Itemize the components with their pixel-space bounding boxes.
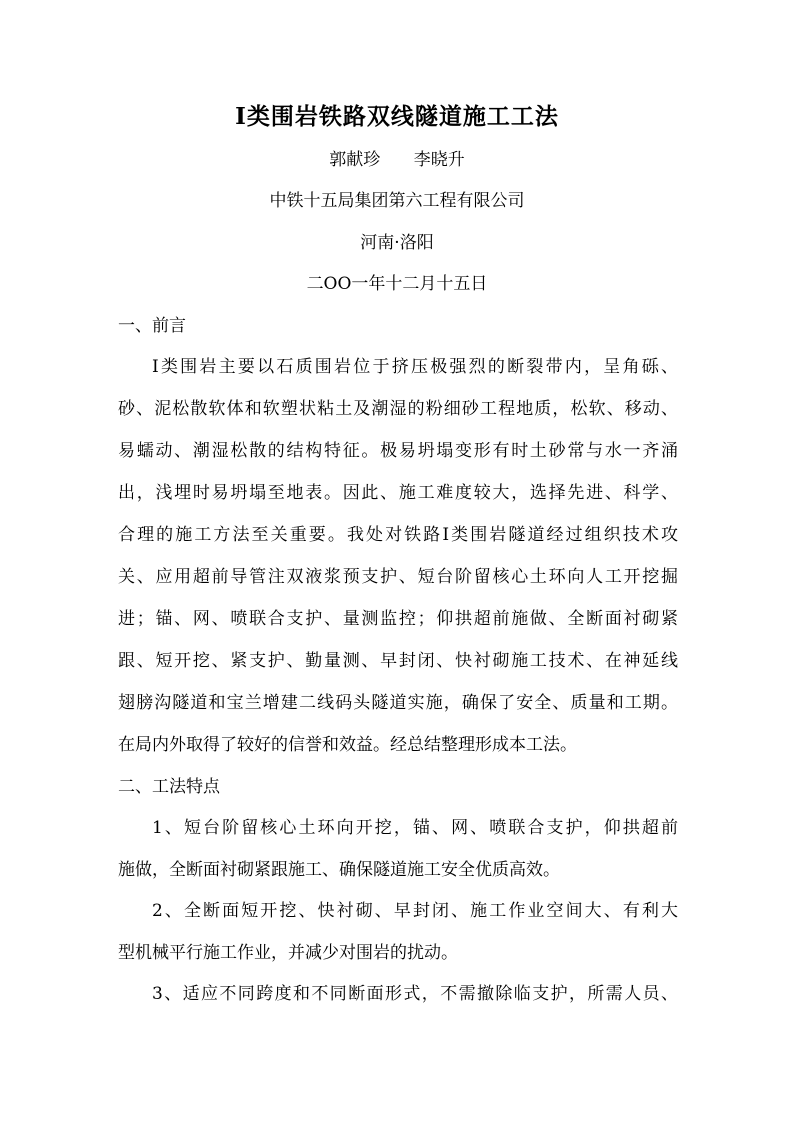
paragraph-line: 砂、泥松散软体和软塑状粘土及潮湿的粉细砂工程地质，松软、移动、 [118,399,678,419]
feature-item-1 [118,807,678,891]
paragraph-line: 翅膀沟隧道和宝兰增建二线码头隧道实施，确保了安全、质量和工期。 [118,693,678,713]
author-name: 郭献珍 [329,150,381,170]
paragraph-line: 跟、短开挖、紧支护、勤量测、早封闭、快衬砌施工技术、在神延线 [118,651,678,671]
feature-item-3 [118,973,678,1015]
authors [0,148,794,172]
paragraph-line: 易蠕动、潮湿松散的结构特征。极易坍塌变形有时土砂常与水一齐涌 [118,441,678,461]
location: 河南·洛阳 [360,233,434,253]
paragraph-line: 在局内外取得了较好的信誉和效益。经总结整理形成本工法。 [118,735,577,755]
paragraph-line: 出，浅埋时易坍塌至地表。因此、施工难度较大，选择先进、科学、 [118,483,678,503]
document-title: Ⅰ类围岩铁路双线隧道施工工法 [235,103,559,130]
paragraph-line: 进；锚、网、喷联合支护、量测监控；仰拱超前施做、全断面衬砌紧 [118,609,678,629]
paragraph-line: 施做，全断面衬砌紧跟施工、确保隧道施工安全优质高效。 [118,860,560,880]
preface-paragraph [118,346,678,766]
paragraph-line: 3、适应不同跨度和不同断面形式，不需撤除临支护，所需人员、 [152,984,678,1004]
paragraph-line: 合理的施工方法至关重要。我处对铁路Ⅰ类围岩隧道经过组织技术攻 [118,525,678,545]
organization: 中铁十五局集团第六工程有限公司 [269,191,525,211]
paragraph-line: 型机械平行施工作业，并减少对围岩的扰动。 [118,943,458,963]
paragraph-line: 2、全断面短开挖、快衬砌、早封闭、施工作业空间大、有利大 [152,901,678,921]
feature-item-2 [118,890,678,974]
section-heading-preface: 一、前言 [118,316,186,336]
paragraph-line: 1、短台阶留核心土环向开挖，锚、网、喷联合支护，仰拱超前 [152,818,678,838]
paragraph-line: 关、应用超前导管注双液浆预支护、短台阶留核心土环向人工开挖掘 [118,567,678,587]
document-date: 二OO一年十二月十五日 [306,274,488,294]
author-name: 李晓升 [413,150,465,170]
section-heading-features: 二、工法特点 [118,777,220,797]
paragraph-line: Ⅰ类围岩主要以石质围岩位于挤压极强烈的断裂带内，呈角砾、 [152,357,678,377]
